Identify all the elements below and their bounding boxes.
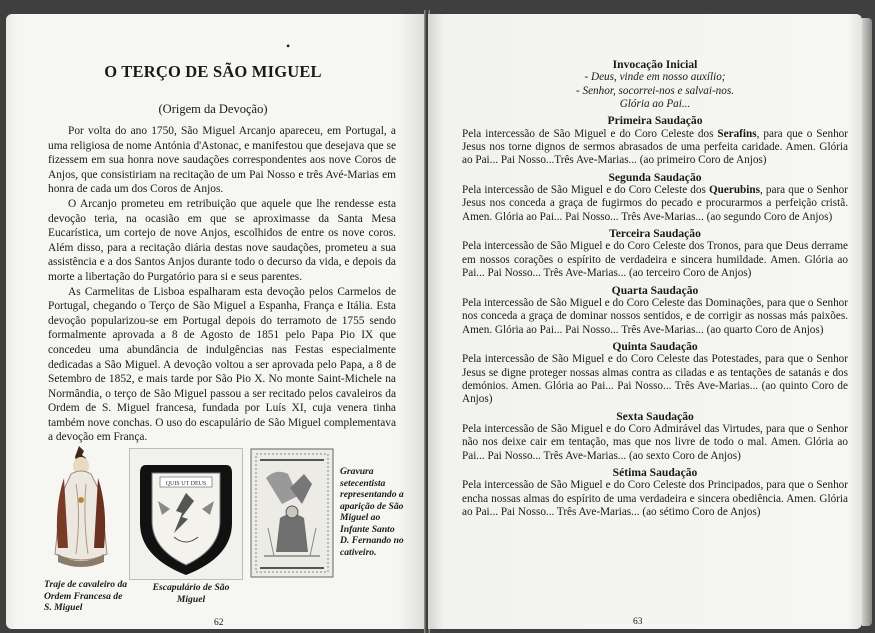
scapular-image — [129, 448, 243, 580]
page-edge — [862, 18, 872, 626]
greeting-heading: Sexta Saudação — [616, 409, 694, 423]
greeting-heading: Segunda Saudação — [608, 170, 702, 184]
greeting-text: Pela intercessão de São Miguel e do Coro Celeste das Dominações, para que o Senhor nos conceda a graça de dominar nossos sentidos, e de corrigir as nossas más paixões. Amen. Glória ao Pai... Pai Nosso... Três Ave-Marias... (ao quarto Coro de Anjos) — [462, 296, 848, 336]
paragraph: O Arcanjo prometeu em retribuição que aquele que lhe rendesse esta devoção teria, na ocasião em que se aproximasse da Santa Mesa Eucarística, um cortejo de nove Anjos, escolhidos de entre os nove coros. Além disso, para a recitação diária destas nove saudações, prometeu a sua assistência e a dos Santos Anjos durante todo o decurso da vida, e depois da morte a libertação do Purgatório para si e seus parentes. — [48, 197, 396, 283]
choir-name: Querubins — [708, 184, 760, 197]
left-page — [6, 14, 426, 629]
greeting-heading: Terceira Saudação — [609, 227, 701, 241]
greeting-text: Pela intercessão de São Miguel e do Coro Celeste dos Principados, para que o Senhor encha nossas almas do espírito de uma verdadeira e sincera obediência. Amen. Glória ao Pai... Pai Nosso... Três Ave-Marias... (ao sétimo Coro de Anjos) — [462, 479, 848, 518]
knight-statue-image — [46, 444, 116, 572]
engraving-caption: Gravura setecentista representando a aparição de São Miguel ao Infante Santo D. Fernando no cativeiro. — [340, 466, 404, 558]
greeting-text: Pela intercessão de São Miguel e do Coro Celeste dos Serafins, para que o Senhor Jesus nos torne dignos de sermos abrasados de uma perfeita caridade. Amen. Glória ao Pai... Pai Nosso...Três Ave-Marias... (ao primeiro Coro de Anjos) — [462, 127, 848, 167]
invocation-line: - Senhor, socorrei-nos e salvai-nos. — [575, 84, 735, 97]
paragraph: As Carmelitas de Lisboa espalharam esta devoção pelos Carmelos de Portugal, chegando o Terço de São Miguel a Espanha, França e Itália. Esta devoção popularizou-se em Portugal depois do terramoto de 1755 sendo formalmente aprovada a 8 de Agosto de 1851 pelo Papa Pio IX que concedeu uma abundância de indulgências nas Festas especialmente dedicadas a São Miguel. A devoção voltou a ser aprovada pelo Papa, a 8 de Setembro de 1852, e mais tarde por São Pio X. No monte Saint-Michele na Normândia, o terço de São Miguel passou a ser recitado pelos cavaleiros da Ordem de S. Miguel francesa, fundada por Luís XI, cuja venera tinha também nove conchas. O uso do escapulário de São Miguel complementava a devoção em França. — [48, 285, 396, 444]
greeting-text: Pela intercessão de São Miguel e do Coro Celeste das Potestades, para que o Senhor Jesus se digne proteger nossas almas contra as ciladas e as tentações de satanás e dos demónios. Amen. Glória ao Pai... Pai Nosso... Três Ave-Marias... (ao quinto Coro de Anjos) — [462, 353, 848, 406]
ink-dot: • — [286, 39, 291, 53]
page-number-right: 63 — [633, 617, 643, 627]
page-number-left: 62 — [214, 618, 224, 628]
invocation-line: - Deus, vinde em nosso auxílio; — [584, 71, 726, 84]
engraving-image — [250, 448, 334, 578]
prayer-text — [462, 58, 848, 519]
paragraph: Por volta do ano 1750, São Miguel Arcanjo apareceu, em Portugal, a uma religiosa de nome Antónia d'Astonac, e manifestou que desejava que se fizessem em sua honra nove saudações correspondentes aos nove Coros de Anjos, que consistiriam na recitação de um Pai Nosso e três Avé-Marias em honra de cada um dos Coros de Anjos. — [48, 125, 396, 196]
right-page — [428, 14, 862, 629]
invocation-line: Glória ao Pai... — [619, 98, 691, 111]
greeting-heading: Primeira Saudação — [607, 114, 703, 128]
choir-name: Serafins — [717, 127, 757, 140]
origin-text — [48, 124, 396, 445]
greeting-text: Pela intercessão de São Miguel e do Coro Celeste dos Querubins, para que o Senhor Jesus nos conceda a graça de fugirmos do pecado e procurarmos a perfeição cristã. Amen. Glória ao Pai... Pai Nosso... Três Ave-Marias... (ao segundo Coro de Anjos) — [462, 184, 848, 223]
greeting-heading: Quarta Saudação — [611, 283, 699, 297]
invocation-heading: Invocação Inicial — [612, 58, 698, 71]
scapular-caption: Escapulário de São Miguel — [152, 582, 230, 605]
greeting-heading: Quinta Saudação — [612, 339, 698, 353]
statue-caption: Traje de cavaleiro da Ordem Francesa de S. Miguel — [44, 579, 128, 613]
greeting-text: Pela intercessão de São Miguel e do Coro Celeste dos Tronos, para que Deus derrame em nossos corações o espírito de verdadeira e sincera humildade. Amen. Glória ao Pai... Pai Nosso... Três Ave-Marias... (ao terceiro Coro de Anjos) — [462, 240, 848, 280]
page-subtitle: (Origem da Devoção) — [158, 102, 268, 116]
page-title: O TERÇO DE SÃO MIGUEL — [104, 62, 322, 81]
greeting-heading: Sétima Saudação — [612, 465, 698, 479]
greeting-text: Pela intercessão de São Miguel e do Coro Admirável das Virtudes, para que o Senhor não nos deixe cair em tentação, mas que nos livre de todo o mal. Amen. Glória ao Pai... Pai Nosso... Três Ave-Marias... (ao sexto Coro de Anjos) — [462, 422, 848, 462]
scapular-inscription: QUIS UT DEUS — [165, 481, 207, 487]
